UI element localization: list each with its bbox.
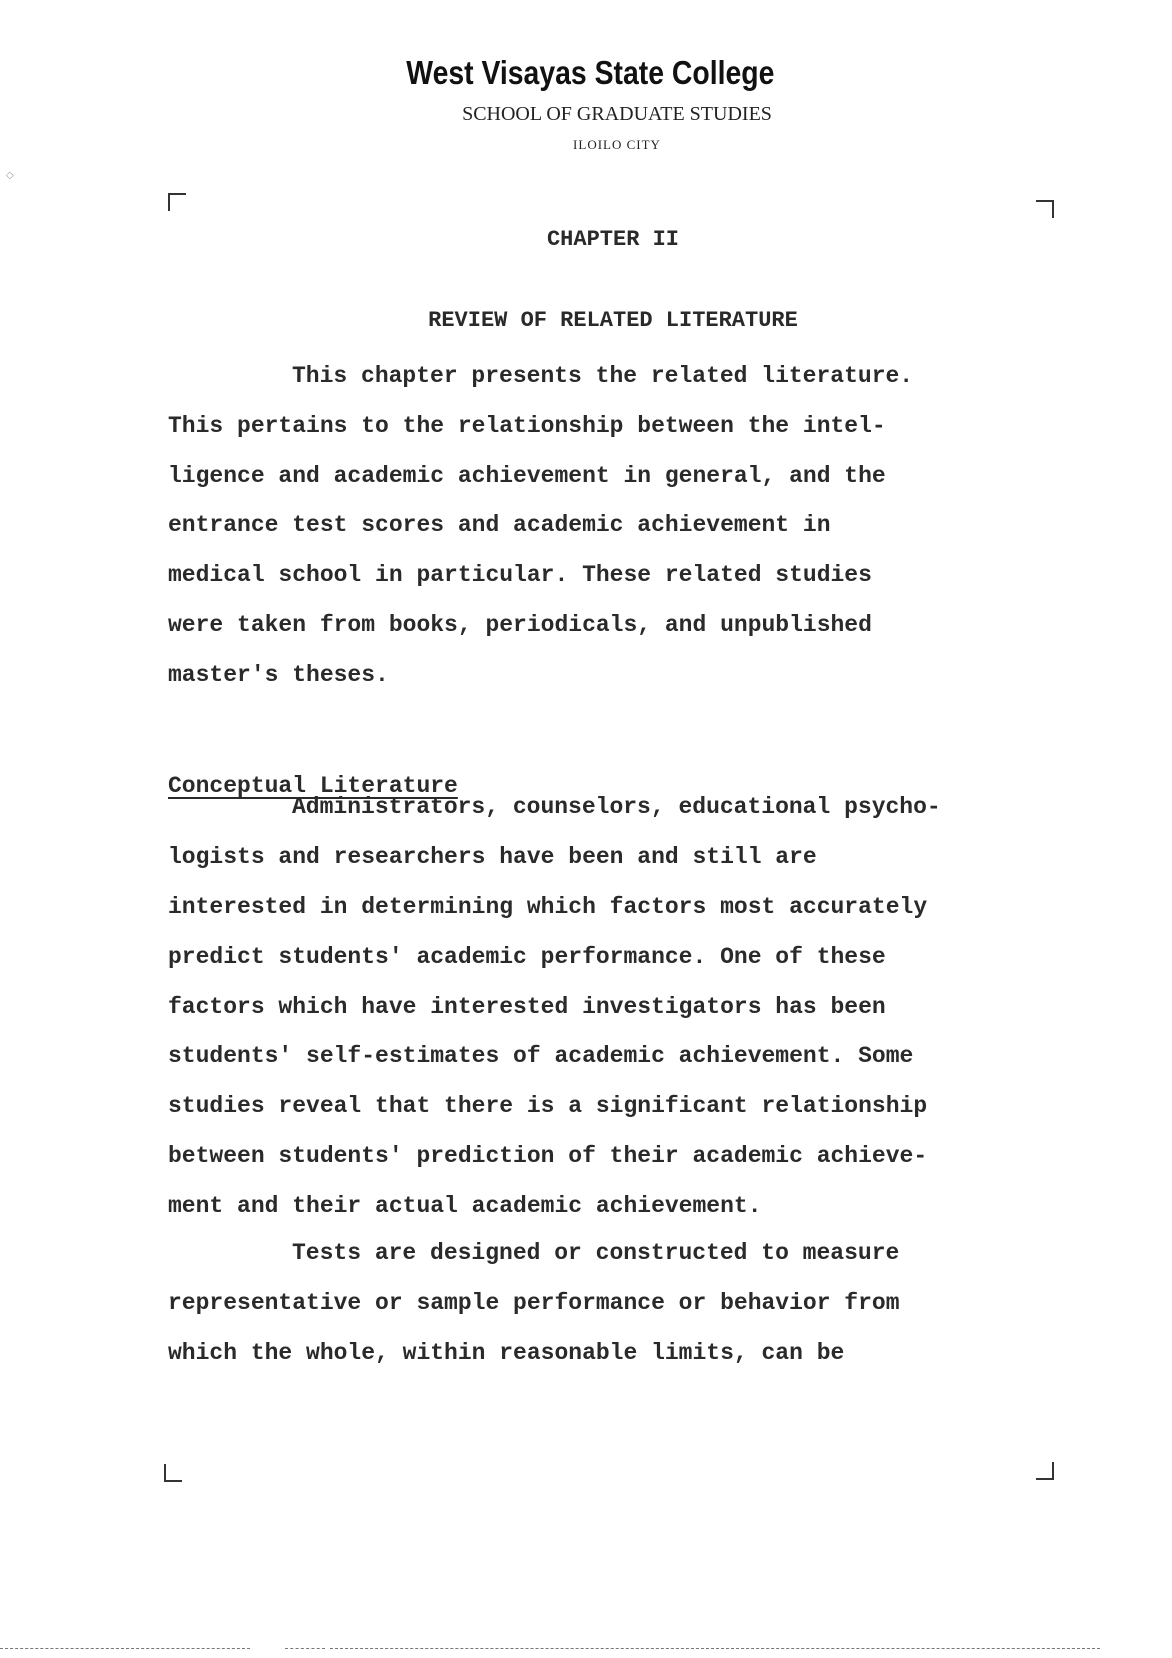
- paragraph-line: medical school in particular. These related studies: [168, 562, 872, 588]
- paragraph-line: predict students' academic performance. One of these: [168, 944, 886, 970]
- scan-footer-artifact: [0, 1644, 1172, 1654]
- paragraph-line: Administrators, counselors, educational psycho-: [292, 794, 941, 820]
- paragraph-line: This chapter presents the related literature.: [292, 363, 914, 389]
- paragraph-line: entrance test scores and academic achievement in: [168, 512, 831, 538]
- paragraph-line: interested in determining which factors most accurately: [168, 894, 928, 920]
- paragraph-line: master's theses.: [168, 662, 389, 688]
- paragraph-line: which the whole, within reasonable limits, can be: [168, 1340, 845, 1366]
- institution-name: West Visayas State College: [406, 54, 775, 91]
- crop-mark-bottom-left: [164, 1464, 182, 1482]
- paragraph-line: factors which have interested investigators has been: [168, 994, 886, 1020]
- school-name: SCHOOL OF GRADUATE STUDIES: [462, 103, 772, 125]
- paragraph-line: ment and their actual academic achievement.: [168, 1193, 762, 1219]
- scan-artifact-icon: ◇: [6, 170, 14, 181]
- chapter-heading: CHAPTER II: [546, 227, 680, 252]
- paragraph-line: students' self-estimates of academic achievement. Some: [168, 1043, 914, 1069]
- paragraph-line: This pertains to the relationship between the intel-: [168, 413, 886, 439]
- paragraph-line: Tests are designed or constructed to measure: [292, 1240, 900, 1266]
- crop-mark-bottom-right: [1036, 1462, 1054, 1480]
- crop-mark-top-left: [168, 193, 186, 211]
- chapter-title: REVIEW OF RELATED LITERATURE: [428, 308, 798, 333]
- paragraph-line: logists and researchers have been and still are: [168, 844, 817, 870]
- paragraph-line: studies reveal that there is a significant relationship: [168, 1093, 928, 1119]
- city-name: ILOILO CITY: [573, 137, 661, 152]
- crop-mark-top-right: [1036, 200, 1054, 218]
- paragraph-line: ligence and academic achievement in general, and the: [168, 463, 886, 489]
- section-heading: Conceptual Literature: [168, 773, 458, 799]
- paragraph-line: representative or sample performance or behavior from: [168, 1290, 900, 1316]
- paragraph-line: between students' prediction of their academic achieve-: [168, 1143, 928, 1169]
- paragraph-line: were taken from books, periodicals, and unpublished: [168, 612, 872, 638]
